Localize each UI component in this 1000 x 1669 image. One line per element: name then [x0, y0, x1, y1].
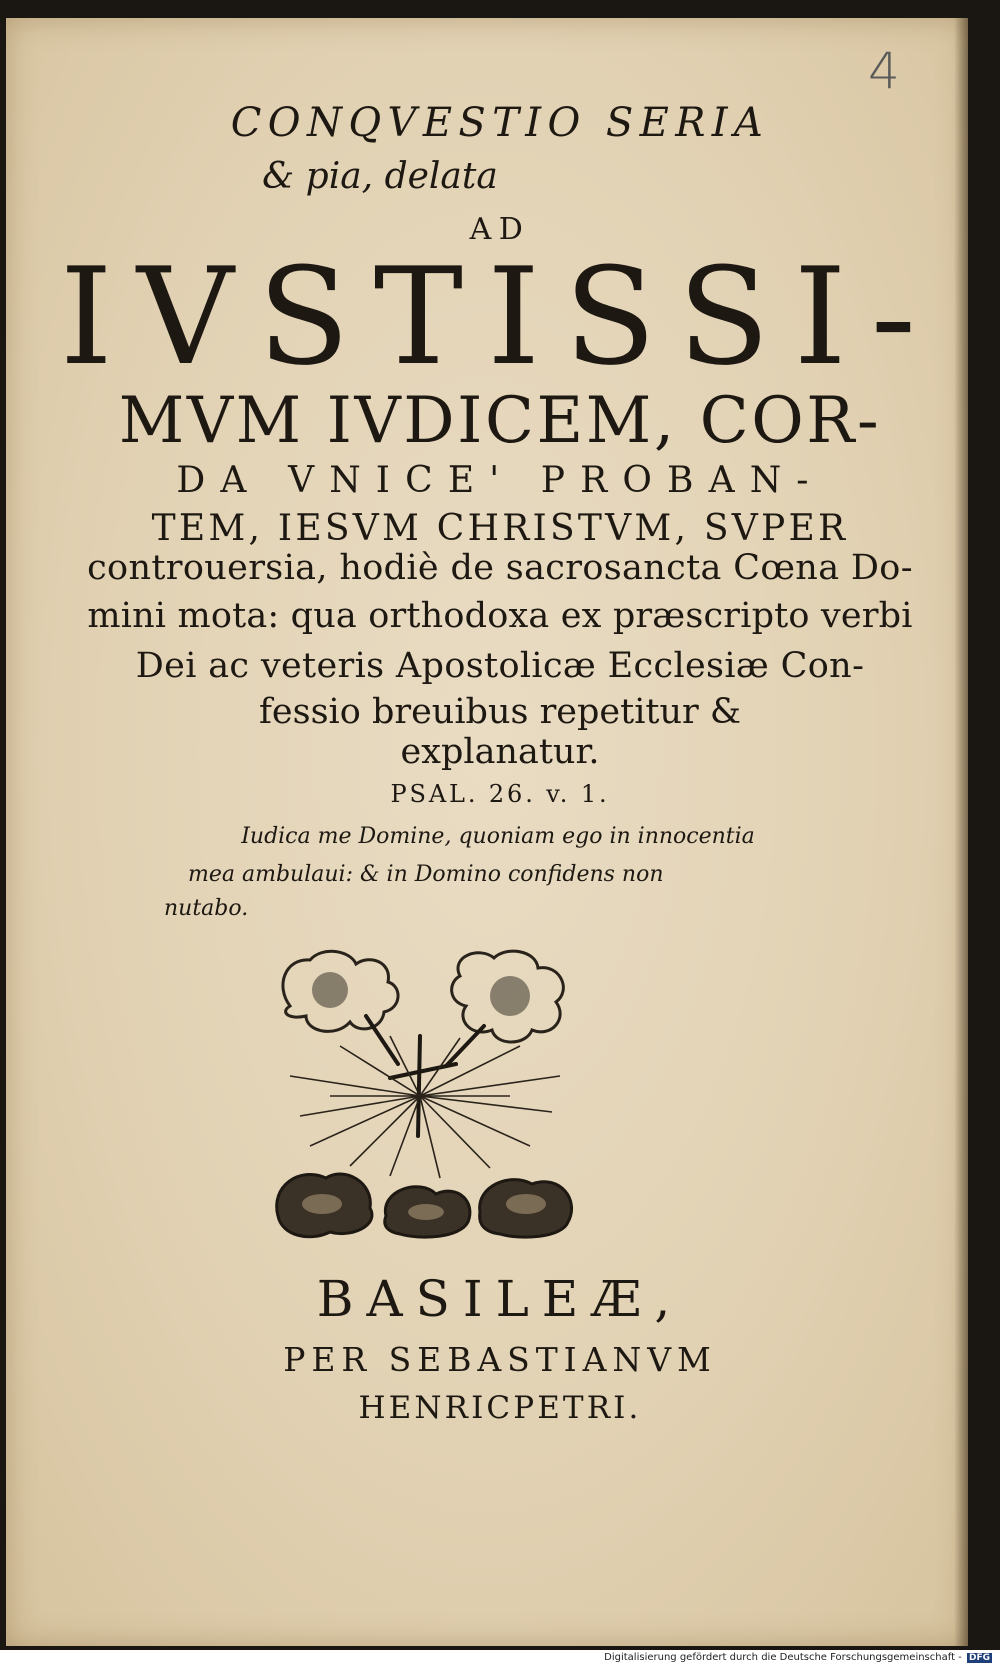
title-line-1: CONQVESTIO SERIA	[230, 100, 770, 146]
title-line-6: DA VNICE' PROBAN-	[176, 460, 824, 501]
title-line-2: & pia, delata	[262, 156, 498, 197]
title-line-3: AD	[469, 212, 531, 247]
title-line-12: explanatur.	[400, 732, 600, 772]
imprint-per: PER SEBASTIANVM	[283, 1340, 717, 1379]
title-line-11: fessio breuibus repetitur &	[258, 692, 742, 732]
title-line-8: controuersia, hodiè de sacrosancta Cœna Do-	[87, 548, 913, 588]
psalm-quote-line-3: nutabo.	[164, 896, 249, 921]
page-number-annotation: 4	[868, 42, 900, 100]
credit-text: Digitalisierung gefördert durch die Deutsche Forschungsgemeinschaft -	[604, 1652, 962, 1663]
title-line-4: IVSTISSI-	[59, 239, 941, 395]
dfg-logo: DFG	[968, 1653, 990, 1663]
imprint-city: BASILEÆ,	[316, 1270, 684, 1328]
psalm-reference: PSAL. 26. v. 1.	[390, 780, 610, 808]
imprint-printer: HENRICPETRI.	[358, 1390, 642, 1426]
title-line-7: TEM, IESVM CHRISTVM, SVPER	[151, 508, 849, 549]
title-line-10: Dei ac veteris Apostolicæ Ecclesiæ Con-	[135, 646, 865, 686]
printer-device-woodcut-icon	[270, 946, 582, 1242]
title-line-5: MVM IVDICEM, COR-	[118, 384, 882, 458]
psalm-quote-line-1: Iudica me Domine, quoniam ego in innocentia	[241, 824, 755, 849]
psalm-quote-line-2: mea ambulaui: & in Domino confidens non	[188, 862, 664, 887]
digitization-credit	[604, 1652, 992, 1663]
title-line-9: mini mota: qua orthodoxa ex præscripto verbi	[87, 596, 913, 636]
